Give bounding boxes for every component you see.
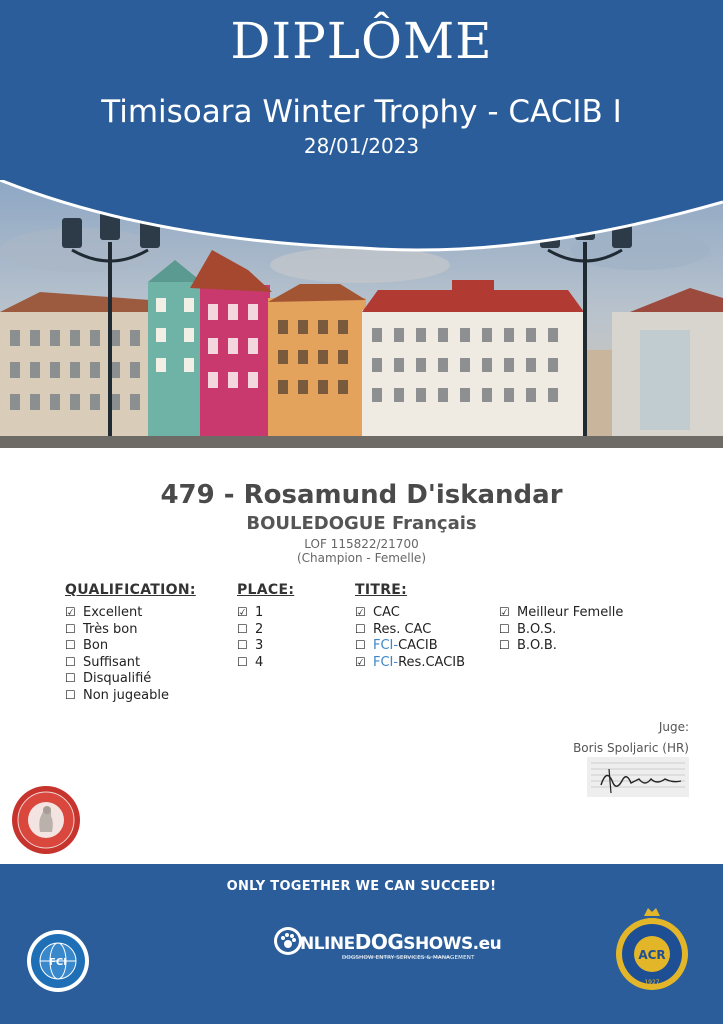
city-square-photo [0,180,723,448]
checkbox-icon: ☑ [65,605,76,619]
checkbox-icon: ☐ [65,671,76,685]
checkbox-icon: ☑ [355,654,366,669]
fci-badge-text: FCI [49,957,67,968]
fci-logo-icon [25,928,91,994]
event-date: 28/01/2023 [303,134,420,158]
titre-option: ☑ CAC [355,605,400,620]
checkbox-icon: ☑ [237,605,248,619]
titre-option: ☐ Res. CAC [355,621,432,637]
fci-prefix: FCI- [373,638,399,653]
award-option: ☑ Meilleur Femelle [499,605,624,620]
place-option: ☐ 4 [237,654,264,670]
titre-option: ☑ FCI-Res.CACIB [355,654,466,670]
judge-name: Boris Spoljaric (HR) [573,741,689,755]
qualification-option: ☐ Suffisant [65,654,141,670]
brand-name: NLINEDOGSHOWS.eu [300,930,502,954]
place-option: ☐ 3 [237,638,264,653]
footer-motto: ONLY TOGETHER WE CAN SUCCEED! [226,879,497,894]
checkbox-icon: ☐ [355,638,366,652]
award-option: ☐ B.O.S. [499,621,557,637]
checkbox-icon: ☐ [499,621,510,636]
checkbox-icon: ☑ [499,605,510,619]
qualification-option: ☐ Bon [65,638,109,653]
place-option: ☑ 1 [237,605,264,620]
qualification-column [65,582,196,703]
qualification-option: ☑ Excellent [65,605,143,620]
checkbox-icon: ☐ [237,621,248,636]
registration-number: LOF 115822/21700 [304,537,419,551]
dog-breed: BOULEDOGUE Français [246,513,477,534]
event-name: Timisoara Winter Trophy - CACIB I [101,94,622,130]
judge-label: Juge: [658,720,689,734]
judge-signature [587,757,689,797]
club-seal-icon [10,784,82,856]
awards-column [499,604,623,654]
checkbox-icon: ☐ [65,654,76,669]
checkbox-icon: ☐ [237,654,248,669]
titre-heading: TITRE: [355,582,408,598]
qualification-option: ☐ Disqualifié [65,671,152,686]
checkbox-icon: ☐ [65,638,76,652]
brand-tagline: DOGSHOW ENTRY SERVICES & MANAGEMENT [342,955,475,961]
checkbox-icon: ☐ [65,687,76,702]
place-column [237,582,294,670]
qualification-heading: QUALIFICATION: [65,582,196,598]
qualification-option: ☐ Très bon [65,621,138,637]
acr-logo-icon [610,906,694,992]
qualification-option: ☐ Non jugeable [65,687,169,703]
checkbox-icon: ☐ [355,621,366,636]
dog-class: (Champion - Femelle) [297,551,426,565]
checkbox-icon: ☐ [237,638,248,652]
place-heading: PLACE: [237,582,295,598]
checkbox-icon: ☐ [499,638,510,652]
checkbox-icon: ☑ [355,605,366,619]
acr-year-text: 1927 [644,979,660,986]
fci-prefix: FCI- [373,654,399,670]
diploma-title: DIPLÔME [230,12,493,70]
titre-option: ☐ FCI-CACIB [355,638,438,653]
place-option: ☐ 2 [237,621,264,637]
award-option: ☐ B.O.B. [499,638,557,653]
checkbox-icon: ☐ [65,621,76,636]
titre-column [355,582,465,670]
acr-badge-text: ACR [638,948,666,962]
dog-title: 479 - Rosamund D'iskandar [160,480,563,510]
